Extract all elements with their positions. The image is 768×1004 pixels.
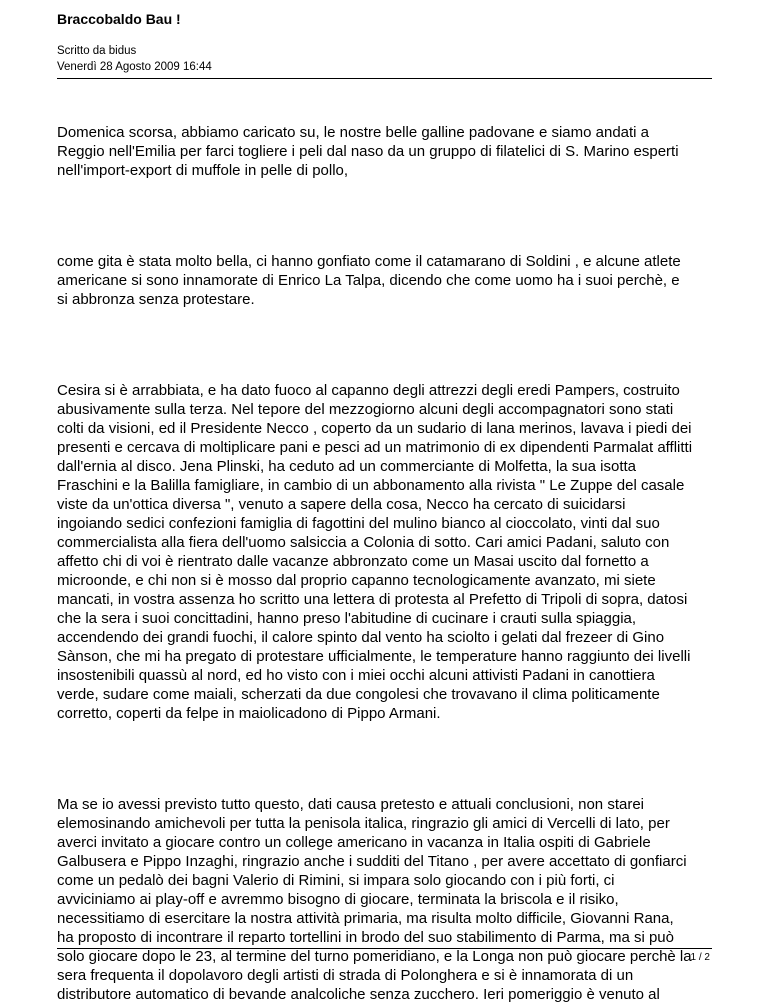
paragraph-1: Domenica scorsa, abbiamo caricato su, le nostre belle galline padovane e siamo andati a Reggio nell'Emilia per farci togliere i peli dal naso da un gruppo di filatelici di S. Marino esperti nell'import-export di muffole in pelle di pollo, <box>57 124 679 179</box>
paragraph-2: come gita è stata molto bella, ci hanno gonfiato come il catamarano di Soldini , e alcune atlete americane si sono innamorate di Enrico La Talpa, dicendo che come uomo ha i suoi perchè, e si abbronza senza protestare. <box>57 253 681 308</box>
article-author: Scritto da bidus <box>57 45 137 57</box>
paragraph-4: Ma se io avessi previsto tutto questo, dati causa pretesto e attuali conclusioni, non starei elemosinando amichevoli per tutta la penisola italica, ringrazio gli amici di Vercelli di lato, per averci invitato a giocare contro un college americano in vacanza in Italia ospiti di Gabriele Galbusera e Pippo Inzaghi, ringrazio anche i sudditi del Titano , per avere accettato di gonfiarci come un pedalò dei bagni Valerio di Rimini, si impara solo giocando con i più forti, ci avviciniamo ai play-off e avremmo bisogno di giocare, terminata la briscola e il risiko, necessitiamo di esercitare la nostra attività primaria, ma risulta molto difficile, Giovanni Rana, ha proposto di incontrare il reparto tortellini in brodo del suo stabilimento di Parma, ma si può solo giocare dopo le 23, al termine del turno pomeridiano, e la Longa non può giocare perchè la sera frequenta il dopolavoro degli artisti di strada di Polonghera e si è innamorata di un distributore automatico di bevande analcoliche senza zucchero. Ieri pomeriggio è venuto al <box>57 796 692 1003</box>
page-number: 1 / 2 <box>690 952 710 963</box>
paragraph-3: Cesira si è arrabbiata, e ha dato fuoco al capanno degli attrezzi degli eredi Pampers, costruito abusivamente sulla terza. Nel tepore del mezzogiorno alcuni degli accompagnatori sono stati colti da visioni, ed il Presidente Necco , coperto da un sudario di lana merinos, lavava i piedi dei presenti e cercava di moltiplicare pani e pesci ad un matrimonio di ex dipendenti Parmalat afflitti dall'ernia al disco. Jena Plinski, ha ceduto ad un commerciante di Molfetta, la sua isotta Fraschini e la Balilla famigliare, in cambio di un abbonamento alla rivista " Le Zuppe del casale viste da un'ottica diversa ", venuto a sapere della cosa, Necco ha cercato di suicidarsi ingoiando sedici confezioni famiglia di fagottini del mulino bianco al cioccolato, vinti dal suo commercialista alla fiera dell'uomo salsiccia a Colonia di sotto. Cari amici Padani, saluto con affetto chi di voi è rientrato dalle vacanze abbronzato come un Masai uscito dal fornetto a microonde, e chi non si è mosso dal proprio capanno tecnologicamente avanzato, mi siete mancati, in vostra assenza ho scritto una lettera di protesta al Prefetto di Tripoli di sopra, datosi che la sera i suoi concittadini, hanno preso l'abitudine di cucinare i crauti sulla spiaggia, accendendo dei grandi fuochi, il calore spinto dal vento ha sciolto i gelati dal frezeer di Gino Sànson, che mi ha pregato di protestare ufficialmente, le temperature hanno raggiunto dei livelli insostenibili quassù al nord, ed ho visto con i miei occhi alcuni attivisti Padani in canottiera verde, sudare come maiali, scherzati da due congolesi che trovavano il clima politicamente corretto, coperti da felpe in maiolicadono di Pippo Armani. <box>57 382 693 722</box>
header-divider <box>57 78 712 79</box>
article-body <box>57 123 717 1004</box>
footer-divider <box>57 948 712 949</box>
article-title: Braccobaldo Bau ! <box>57 11 181 27</box>
article-date: Venerdì 28 Agosto 2009 16:44 <box>57 61 212 73</box>
